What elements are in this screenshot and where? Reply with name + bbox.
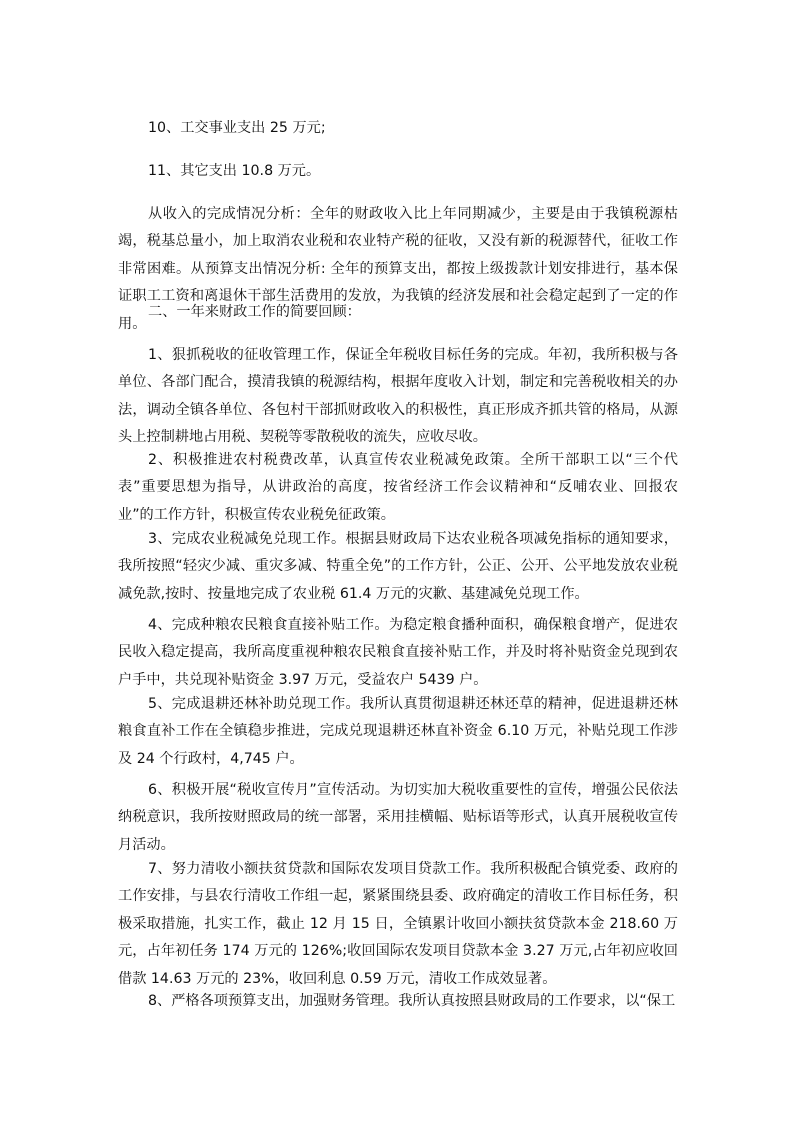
paragraph-item-10: 10、工交事业支出 25 万元; [148, 120, 326, 136]
paragraph-review-2: 2、积极推进农村税费改革，认真宣传农业税减免政策。全所干部职工以“三个代表”重要思想为指导，从讲政治的高度，按省经济工作会议精神和“反哺农业、回报农业”的工作方针，积极宣传农业税免征政策。 [118, 452, 678, 523]
paragraph-review-4: 4、完成种粮农民粮食直接补贴工作。为稳定粮食播种面积，确保粮食增产，促进农民收入稳定提高，我所高度重视种粮农民粮食直接补贴工作，并及时将补贴资金兑现到农户手中，共兑现补贴资金 3.97 万元，受益农户 5439 户。 [118, 617, 678, 688]
paragraph-review-3: 3、完成农业税减免兑现工作。根据县财政局下达农业税各项减免指标的通知要求，我所按照“轻灾少减、重灾多减、特重全免”的工作方针，公正、公开、公平地发放农业税减免款,按时、按量地完成了农业税 61.4 万元的灾歉、基建减免兑现工作。 [118, 531, 678, 602]
paragraph-review-8: 8、严格各项预算支出，加强财务管理。我所认真按照县财政局的工作要求，以“保工 [148, 993, 676, 1009]
paragraph-review-5: 5、完成退耕还林补助兑现工作。我所认真贯彻退耕还林还草的精神，促进退耕还林粮食直补工作在全镇稳步推进，完成兑现退耕还林直补资金 6.10 万元，补贴兑现工作涉及 24 个行政村，4,745 户。 [118, 696, 678, 767]
section-heading-2: 二、一年来财政工作的简要回顾： [148, 304, 361, 320]
paragraph-review-6: 6、积极开展“税收宣传月”宣传活动。为切实加大税收重要性的宣传，增强公民依法纳税意识，我所按财照政局的统一部署，采用挂横幅、贴标语等形式，认真开展税收宣传月活动。 [118, 782, 678, 853]
paragraph-review-7: 7、努力清收小额扶贫贷款和国际农发项目贷款工作。我所积极配合镇党委、政府的工作安排，与县农行清收工作组一起，紧紧围绕县委、政府确定的清收工作目标任务，积极采取措施，扎实工作，截止 12 月 15 日，全镇累计收回小额扶贫贷款本金 218.60 万元，占年初任务 174 万元的 126%;收回国际农发项目贷款本金 3.27 万元,占年初应收回借款 14.63 万元的 23%，收回利息 0.59 万元，清收工作成效显著。 [118, 861, 678, 987]
paragraph-revenue-analysis: 从收入的完成情况分析：全年的财政收入比上年同期减少，主要是由于我镇税源枯竭，税基总量小，加上取消农业税和农业特产税的征收，又没有新的税源替代，征收工作非常困难。从预算支出情况分析: 全年的预算支出，都按上级拨款计划安排进行，基本保证职工工资和离退休干部生活费用的发放，为我镇的经济发展和社会稳定起到了一定的作用。 [118, 206, 678, 332]
paragraph-item-11: 11、其它支出 10.8 万元。 [148, 163, 321, 179]
paragraph-review-1: 1、狠抓税收的征收管理工作，保证全年税收目标任务的完成。年初，我所积极与各单位、各部门配合，摸清我镇的税源结构，根据年度收入计划，制定和完善税收相关的办法，调动全镇各单位、各包村干部抓财政收入的积极性，真正形成齐抓共管的格局，从源头上控制耕地占用税、契税等零散税收的流失，应收尽收。 [118, 347, 678, 446]
